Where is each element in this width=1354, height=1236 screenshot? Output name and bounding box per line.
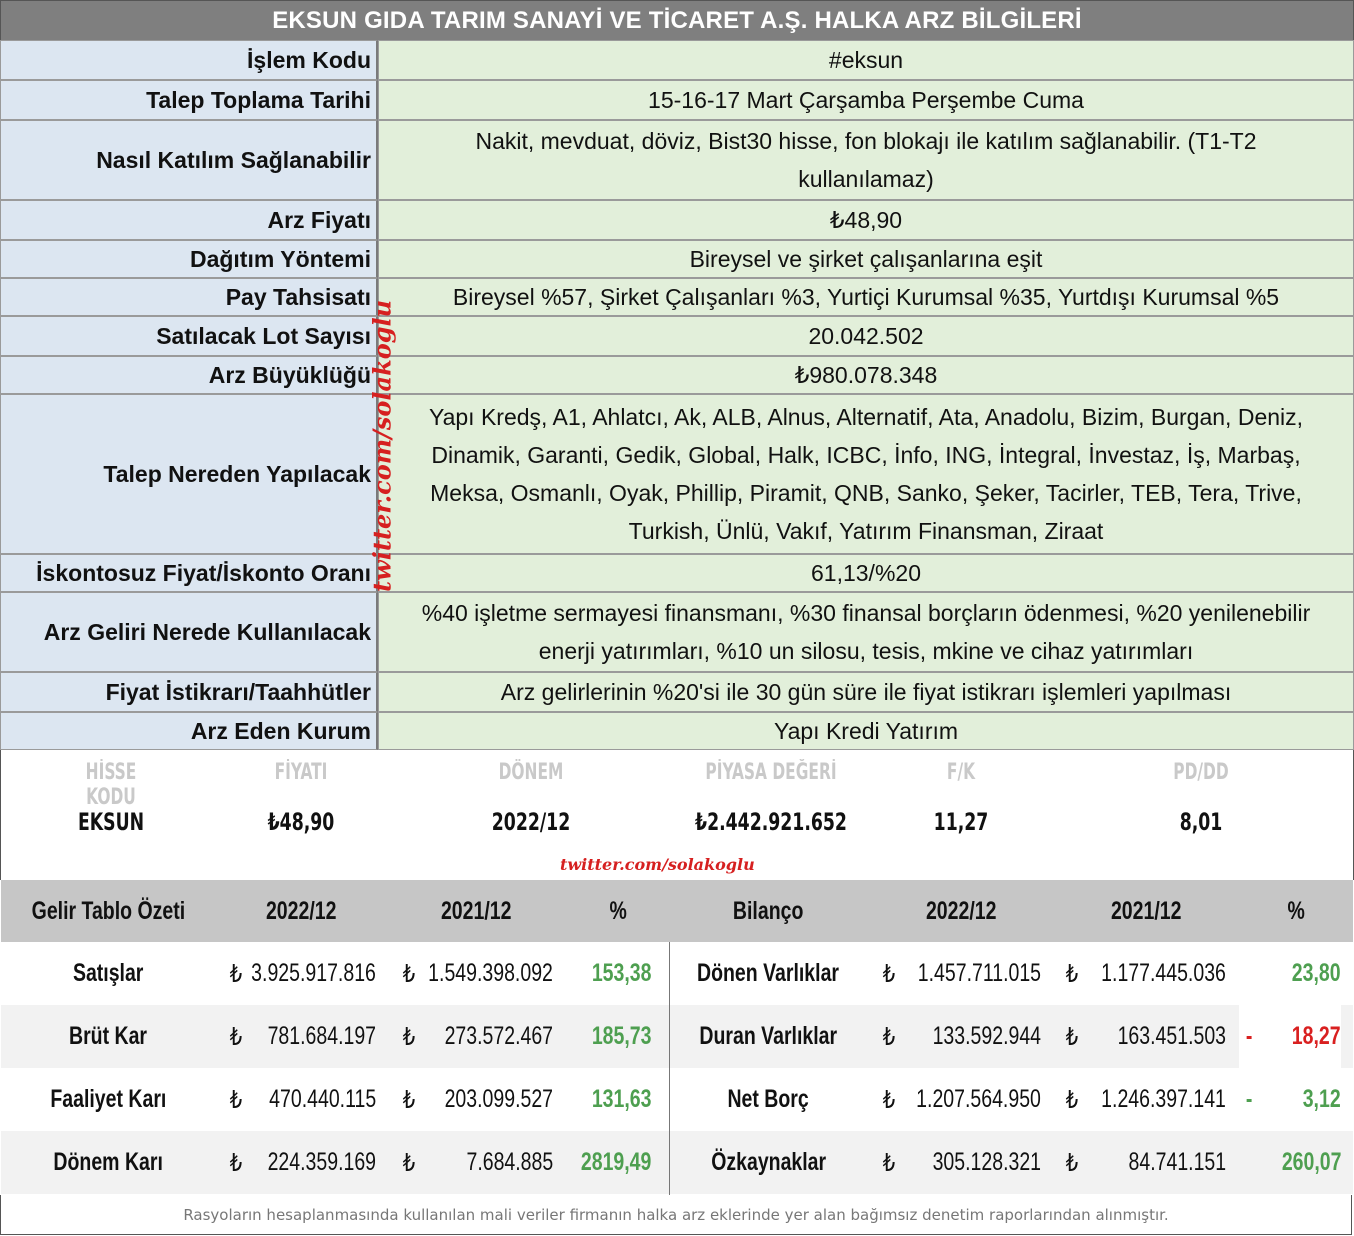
income-row-label: Brüt Kar: [69, 1022, 148, 1050]
info-value-line: 20.042.502: [808, 323, 924, 349]
financial-table-header: [1, 880, 1353, 942]
income-value-2022: 470.440.115: [269, 1085, 376, 1113]
income-pct-header: %: [609, 896, 628, 925]
info-row: [0, 554, 1354, 592]
currency-symbol: ₺: [1065, 1148, 1078, 1177]
info-value-line: #eksun: [828, 47, 904, 73]
income-value-2021: 203.099.527: [444, 1085, 553, 1113]
summary-header-pb: PD/DD: [1173, 760, 1229, 785]
income-period-1: 2022/12: [265, 896, 337, 925]
info-label: Talep Nereden Yapılacak: [0, 394, 378, 554]
currency-symbol: ₺: [402, 959, 415, 988]
balance-row-label: Özkaynaklar: [711, 1148, 826, 1176]
info-value: [378, 672, 1354, 712]
currency-symbol: ₺: [402, 1085, 415, 1114]
watermark-vertical: twitter.com/solakoglu: [367, 299, 397, 592]
info-label: Arz Geliri Nerede Kullanılacak: [0, 592, 378, 672]
summary-header-pe: F/K: [946, 760, 976, 785]
balance-value-2021: 163.451.503: [1117, 1022, 1226, 1050]
info-row: [0, 592, 1354, 672]
currency-symbol: ₺: [229, 1148, 242, 1177]
income-change-pct: 2819,49: [580, 1148, 651, 1176]
info-label: Nasıl Katılım Sağlanabilir: [0, 120, 378, 200]
info-value-line: %40 işletme sermayesi finansmanı, %30 finansal borçların ödenmesi, %20 yenilenebilir: [421, 600, 1311, 626]
balance-change-pct: 18,27: [1259, 1005, 1341, 1068]
balance-period-1: 2022/12: [925, 896, 997, 925]
currency-symbol: ₺: [229, 1085, 242, 1114]
info-row: [0, 80, 1354, 120]
table-row: [1, 1068, 1353, 1131]
summary-value-pe: 11,27: [933, 808, 989, 836]
info-value-line: 61,13/%20: [811, 560, 921, 586]
info-value-line: ₺980.078.348: [794, 362, 938, 388]
summary-header-period: DÖNEM: [498, 760, 564, 785]
footer-note: Rasyoların hesaplanmasında kullanılan mali veriler firmanın halka arz eklerinde yer alan bağımsız denetim raporlarından alınmıştır.: [0, 1195, 1352, 1235]
balance-pct-header: %: [1287, 896, 1305, 925]
summary-value-period: 2022/12: [491, 808, 571, 836]
info-value: [378, 240, 1354, 278]
summary-header-market-value: PİYASA DEĞERİ: [705, 760, 837, 785]
page-title: EKSUN GIDA TARIM SANAYİ VE TİCARET A.Ş. HALKA ARZ BİLGİLERİ: [0, 0, 1354, 42]
currency-symbol: ₺: [229, 1022, 242, 1051]
info-value: [378, 394, 1354, 554]
info-value-line: Yapı Kredi Yatırım: [773, 718, 959, 744]
info-value-line: kullanılamaz): [798, 166, 934, 192]
info-value: [378, 712, 1354, 750]
balance-row-label: Dönen Varlıklar: [697, 959, 840, 987]
balance-change-sign: -: [1239, 1005, 1259, 1068]
info-row: [0, 200, 1354, 240]
balance-value-2021: 1.246.397.141: [1101, 1085, 1226, 1113]
income-change-pct: 131,63: [591, 1085, 651, 1113]
info-value-line: Arz gelirlerinin %20'si ile 30 gün süre ile fiyat istikrarı işlemleri yapılması: [500, 679, 1232, 705]
info-label: Arz Büyüklüğü: [0, 356, 378, 394]
balance-row-label: Net Borç: [727, 1085, 810, 1113]
info-label: İskontosuz Fiyat/İskonto Oranı: [0, 554, 378, 592]
info-value-line: enerji yatırımları, %10 un silosu, tesis, mkine ve cihaz yatırımları: [538, 638, 1194, 664]
currency-symbol: ₺: [882, 1022, 895, 1051]
table-divider: [669, 942, 670, 1195]
currency-symbol: ₺: [402, 1022, 415, 1051]
info-label: Pay Tahsisatı: [0, 278, 378, 316]
balance-change-sign: -: [1245, 1085, 1253, 1113]
balance-change-pct: 260,07: [1281, 1148, 1341, 1176]
info-value-line: Meksa, Osmanlı, Oyak, Phillip, Piramit, QNB, Sanko, Şeker, Tacirler, TEB, Tera, Trive,: [430, 480, 1302, 506]
info-row: [0, 316, 1354, 356]
watermark-horizontal: twitter.com/solakoglu: [560, 855, 755, 874]
info-label: Dağıtım Yöntemi: [0, 240, 378, 278]
summary-value-code: EKSUN: [77, 808, 145, 836]
income-row-label: Satışlar: [73, 959, 144, 987]
balance-value-2021: 84.741.151: [1128, 1148, 1226, 1176]
summary-header-code: HİSSE KODU: [85, 760, 137, 810]
info-label: Arz Eden Kurum: [0, 712, 378, 750]
income-value-2022: 224.359.169: [267, 1148, 376, 1176]
balance-value-2022: 1.457.711.015: [917, 959, 1041, 987]
info-label: Fiyat İstikrarı/Taahhütler: [0, 672, 378, 712]
info-row: [0, 40, 1354, 80]
currency-symbol: ₺: [402, 1148, 415, 1177]
income-row-label: Faaliyet Karı: [50, 1085, 167, 1113]
info-value: [378, 200, 1354, 240]
info-value: [378, 278, 1354, 316]
info-value: [378, 356, 1354, 394]
balance-change-pct: 23,80: [1292, 959, 1341, 987]
info-value: [378, 120, 1354, 200]
info-value-line: Bireysel %57, Şirket Çalışanları %3, Yurtiçi Kurumsal %35, Yurtdışı Kurumsal %5: [452, 284, 1280, 310]
info-row: [0, 240, 1354, 278]
info-row: [0, 356, 1354, 394]
currency-symbol: ₺: [882, 1148, 895, 1177]
info-value-line: 15-16-17 Mart Çarşamba Perşembe Cuma: [648, 87, 1084, 113]
balance-value-2022: 1.207.564.950: [916, 1085, 1041, 1113]
currency-symbol: ₺: [229, 959, 242, 988]
info-label: Arz Fiyatı: [0, 200, 378, 240]
info-row: [0, 120, 1354, 200]
info-value-line: Dinamik, Garanti, Gedik, Global, Halk, ICBC, İnfo, ING, İntegral, İnvestaz, İş, Marbaş,: [431, 442, 1301, 468]
currency-symbol: ₺: [1065, 1085, 1078, 1114]
info-value-line: Bireysel ve şirket çalışanlarına eşit: [689, 246, 1043, 272]
info-label: Satılacak Lot Sayısı: [0, 316, 378, 356]
info-value-line: ₺48,90: [829, 207, 903, 233]
info-value: [378, 592, 1354, 672]
info-row: [0, 712, 1354, 750]
info-row: [0, 278, 1354, 316]
balance-change-sign: [1239, 1131, 1259, 1194]
table-row: [1, 1005, 1353, 1068]
info-label: Talep Toplama Tarihi: [0, 80, 378, 120]
balance-value-2022: 133.592.944: [932, 1022, 1041, 1050]
table-row: [1, 1131, 1353, 1194]
currency-symbol: ₺: [882, 1085, 895, 1114]
info-value-line: Nakit, mevduat, döviz, Bist30 hisse, fon blokajı ile katılım sağlanabilir. (T1-T2: [475, 128, 1257, 154]
info-value-line: Turkish, Ünlü, Vakıf, Yatırım Finansman, Ziraat: [628, 518, 1104, 544]
balance-value-2021: 1.177.445.036: [1101, 959, 1226, 987]
info-value: [378, 40, 1354, 80]
income-change-pct: 185,73: [591, 1022, 651, 1050]
info-value: [378, 80, 1354, 120]
balance-row-label: Duran Varlıklar: [699, 1022, 838, 1050]
info-label: İşlem Kodu: [0, 40, 378, 80]
info-value: [378, 316, 1354, 356]
currency-symbol: ₺: [882, 959, 895, 988]
income-value-2021: 273.572.467: [444, 1022, 553, 1050]
balance-period-2: 2021/12: [1110, 896, 1182, 925]
info-row: [0, 672, 1354, 712]
balance-change-pct: 3,12: [1303, 1085, 1341, 1113]
income-value-2021: 7.684.885: [466, 1148, 553, 1176]
income-change-pct: 153,38: [591, 959, 651, 987]
balance-header: Bilanço: [733, 896, 804, 925]
currency-symbol: ₺: [1065, 1022, 1078, 1051]
info-row: [0, 394, 1354, 554]
table-row: [1, 942, 1353, 1005]
summary-value-pb: 8,01: [1179, 808, 1223, 836]
summary-header-price: FİYATI: [274, 760, 328, 785]
summary-value-market-value: ₺2.442.921.652: [695, 808, 847, 836]
balance-value-2022: 305.128.321: [932, 1148, 1041, 1176]
income-value-2022: 781.684.197: [267, 1022, 376, 1050]
income-period-2: 2021/12: [440, 896, 512, 925]
balance-change-sign: [1239, 942, 1259, 1005]
info-value: [378, 554, 1354, 592]
income-value-2022: 3.925.917.816: [251, 959, 376, 987]
income-row-label: Dönem Karı: [53, 1148, 164, 1176]
income-value-2021: 1.549.398.092: [428, 959, 553, 987]
currency-symbol: ₺: [1065, 959, 1078, 988]
info-value-line: Yapı Kredş, A1, Ahlatcı, Ak, ALB, Alnus, Alternatif, Ata, Anadolu, Bizim, Burgan, Deniz,: [428, 404, 1304, 430]
income-header: Gelir Tablo Özeti: [31, 896, 186, 925]
summary-value-price: ₺48,90: [267, 808, 335, 836]
